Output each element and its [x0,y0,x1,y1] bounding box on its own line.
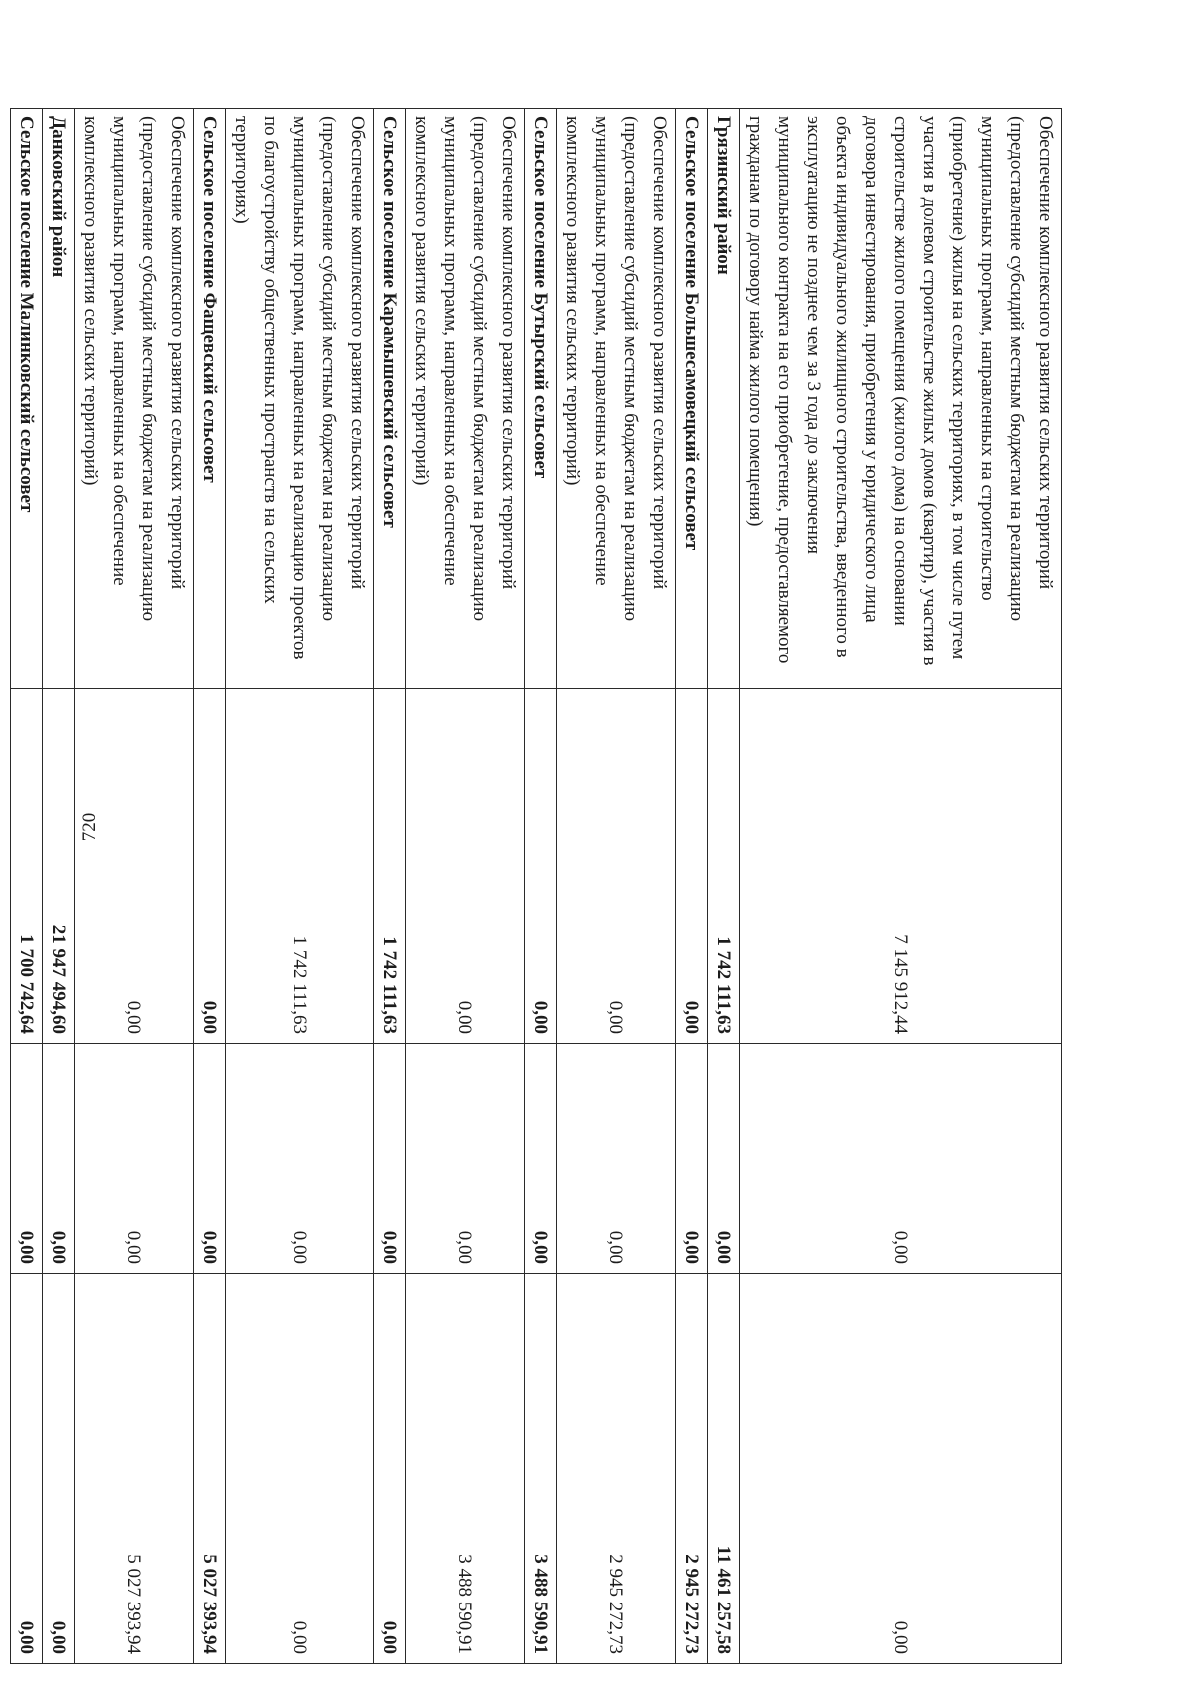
row-value-1-cell: 0,00 [406,689,525,1044]
row-name-cell: Обеспечение комплексного развития сельских территорий (предоставление субсидий местным бюджетам на реализацию муниципальных программ, направленных на обеспечение комплексного развития сельских территорий) [557,109,676,689]
table-row [75,109,194,1664]
row-value-1-cell: 1 742 111,63 [374,689,406,1044]
row-value-1-cell: 1 742 111,63 [226,689,374,1044]
table-row-subtotal [374,109,406,1664]
row-value-2-cell: 0,00 [226,1044,374,1274]
row-value-3-cell: 3 488 590,91 [406,1274,525,1664]
row-value-3-cell: 2 945 272,73 [557,1274,676,1664]
row-name-cell: Обеспечение комплексного развития сельских территорий (предоставление субсидий местным бюджетам на реализацию муниципальных программ, направленных на строительство (приобретение) жилья на сельских территориях, в том числе путем участия в долевом строительстве жилых домов (квартир), участия в строительстве жилого помещения (жилого дома) на основании договора инвестирования, приобретения у юридического лица объекта индивидуального жилищного строительства, введенного в эксплуатацию не позднее чем за 3 года до заключения муниципального контракта на его приобретение, предоставляемого гражданам по договору найма жилого помещения) [740,109,1062,689]
row-value-2-cell: 0,00 [708,1044,740,1274]
table-row-subtotal [11,109,43,1664]
table-row-subtotal [43,109,75,1664]
row-value-1-cell: 1 700 742,64 [11,689,43,1044]
budget-table [10,108,1062,1664]
row-value-2-cell: 0,00 [557,1044,676,1274]
row-value-2-cell: 0,00 [740,1044,1062,1274]
row-name-cell: Обеспечение комплексного развития сельских территорий (предоставление субсидий местным бюджетам на реализацию муниципальных программ, направленных на реализацию проектов по благоустройству общественных пространств на сельских территориях) [226,109,374,689]
row-value-3-cell: 11 461 257,58 [708,1274,740,1664]
row-value-1-cell: 0,00 [557,689,676,1044]
row-name-cell: Сельское поселение Бутырский сельсовет [525,109,557,689]
row-value-2-cell: 0,00 [75,1044,194,1274]
table-row-subtotal [525,109,557,1664]
table-row-subtotal [194,109,226,1664]
row-name-cell: Обеспечение комплексного развития сельских территорий (предоставление субсидий местным бюджетам на реализацию муниципальных программ, направленных на обеспечение комплексного развития сельских территорий) [75,109,194,689]
row-value-2-cell: 0,00 [43,1044,75,1274]
row-value-3-cell: 2 945 272,73 [676,1274,708,1664]
row-value-1-cell: 1 742 111,63 [708,689,740,1044]
row-value-3-cell: 0,00 [374,1274,406,1664]
row-value-1-cell: 0,00 [194,689,226,1044]
row-value-2-cell: 0,00 [374,1044,406,1274]
row-value-2-cell: 0,00 [676,1044,708,1274]
table-row [557,109,676,1664]
row-value-1-cell: 7 145 912,44 [740,689,1062,1044]
row-value-3-cell: 0,00 [226,1274,374,1664]
row-name-cell: Грязинский район [708,109,740,689]
row-value-1-cell: 0,00 [525,689,557,1044]
row-value-2-cell: 0,00 [525,1044,557,1274]
table-row-subtotal [708,109,740,1664]
row-value-3-cell: 0,00 [11,1274,43,1664]
row-value-2-cell: 0,00 [11,1044,43,1274]
row-name-cell: Сельское поселение Фащевский сельсовет [194,109,226,689]
table-row [406,109,525,1664]
row-value-3-cell: 5 027 393,94 [75,1274,194,1664]
row-name-cell: Обеспечение комплексного развития сельских территорий (предоставление субсидий местным бюджетам на реализацию муниципальных программ, направленных на обеспечение комплексного развития сельских территорий) [406,109,525,689]
row-name-cell: Данковский район [43,109,75,689]
table-row-subtotal [676,109,708,1664]
row-value-2-cell: 0,00 [406,1044,525,1274]
table-row [226,109,374,1664]
row-value-2-cell: 0,00 [194,1044,226,1274]
table-row [740,109,1062,1664]
row-value-3-cell: 3 488 590,91 [525,1274,557,1664]
page-number: 720 [79,812,100,842]
row-value-1-cell: 0,00 [75,689,194,1044]
row-value-3-cell: 5 027 393,94 [194,1274,226,1664]
row-name-cell: Сельское поселение Большесамовецкий сельсовет [676,109,708,689]
row-value-1-cell: 0,00 [676,689,708,1044]
row-name-cell: Сельское поселение Малинковский сельсовет [11,109,43,689]
row-name-cell: Сельское поселение Карамышевский сельсовет [374,109,406,689]
row-value-3-cell: 0,00 [43,1274,75,1664]
row-value-1-cell: 21 947 494,60 [43,689,75,1044]
row-value-3-cell: 0,00 [740,1274,1062,1664]
